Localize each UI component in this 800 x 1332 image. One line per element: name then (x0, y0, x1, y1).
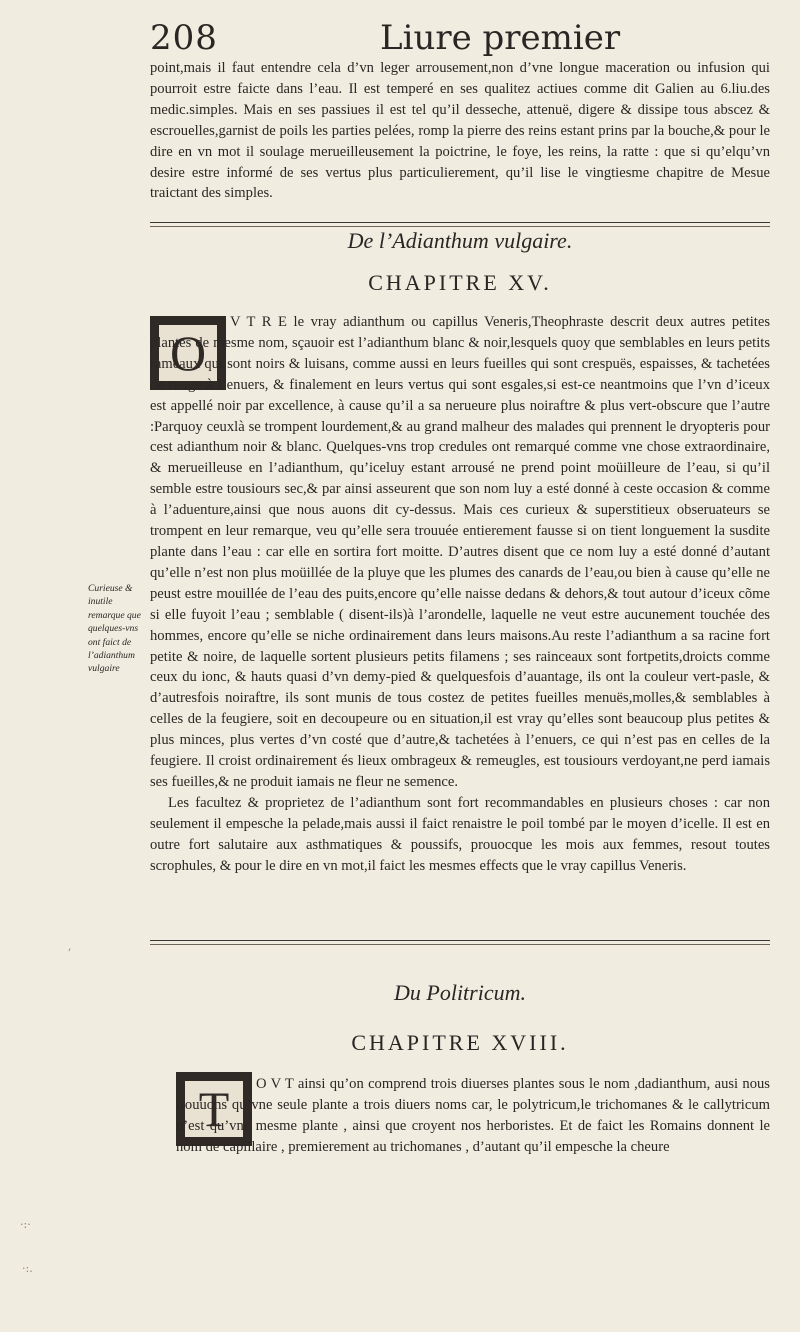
chapter-xviii-body (176, 1074, 770, 1158)
opening-paragraph-block (150, 58, 770, 204)
section-title-politricum: Du Politricum. (394, 980, 526, 1005)
dropcap-letter: O (169, 325, 207, 381)
section-divider-1-thin (150, 226, 770, 227)
section-divider-2-thin (150, 944, 770, 945)
dropcap-letter: T (198, 1081, 230, 1137)
paragraph-4: O V T ainsi qu’on comprend trois diuerses plantes sous le nom ,dadianthum, ausi nous trouuons qu’vne seule plante a trois diuers noms car, le polytricum,le trichomanes & le callytricum n’est qu’vne mesme plante , ainsi que croyent nos herboristes. Et de faict les Romains donnent le nom de capillaire , premierement au trichomanes , d’autant qu’il empesche la cheure (176, 1076, 770, 1155)
section-title-adianthum: De l’Adianthum vulgaire. (347, 228, 573, 253)
paragraph-2: V T R E le vray adianthum ou capillus Veneris,Theophraste descrit deux autres petites plantes de mesme nom, sçauoir est l’adianthum blanc & noir,lesquels quoy que semblables en leurs petits rameaux qui sont noirs & luisans, comme aussi en leurs fueilles qui sont crespuës, espaisses, & tachetées de rouge à l’enuers, & finalement en leurs vertus qui sont esgales,si est-ce neantmoins que l’vn d’iceux est appellé noir par excellence, à cause qu’il a sa nerueure plus noiraftre & plus vert-obscure que l’autre :Parquoy ceuxlà se trompent lourdement,& au grand malheur des malades qui prennent le dryopteris pour cest adianthum noir & blanc. Quelques-vns trop credules ont remarqué comme vne chose extraordinaire, & merueilleuse en l’adianthum, qu’iceluy estant arrousé ne prend point moüilleure de l’eau, si qu’il semble estre tousiours sec,& par ainsi asseurent que son nom luy a esté donné à ceste occasion & comme à l’aduenture,ainsi que nous auons dit cy-dessus. Mais ces curieux & superstitieux obseruateurs se trompent en leur remarque, veu qu’elle sera trouuée entierement fausse si on tient longuement la susdite plante dans l’eau : car elle en sortira fort moitte. D’autres disent que ce nom luy a esté donné d’autant qu’elle n’est non plus moüillée de la pluye que les plumes des canards de l’eau,ou bien à cause qu’elle ne peust estre mouillée de l’eau des puits,encore qu’elle naisse dedans & dehors,& tout autour d’iceux cõme si elle fuyoit l’eau ; semblable ( disent-ils)à l’arondelle, laquelle ne veut estre aucunement touchée des hommes, encore qu’elle se niche ordinairement dans leurs maisons.Au reste l’adianthum a sa racine fort petite & noire, de laquelle sortent plusieurs petits filamens ; ses rainceaux sont fortpetits,droicts comme ceux du ionc, & hauts quasi d’vn demy-pied & quelquesfois d’auantage, ils ont la couleur vert-pasle, & d’autresfois noiraftre, ils sont munis de tous costez de petites fueilles menuës,molles,& semblables à celles de la feugiere, soit en decoupeure ou en situation,il est vray qu’elles sont beaucoup plus petites & plus minces, plus vertes d’vn costé que d’autre,& tachetées à l’enuers, ce qui n’est pas en celles de la feugiere. Il croist ordinairement és lieux ombrageux & remeugles, est tousiours verdoyant,ne perd iamais ses fueilles,& ne produit iamais ne fleur ne semence. (150, 314, 770, 790)
section-divider-1 (150, 222, 770, 223)
book-title: Liure premier (380, 18, 621, 58)
stray-mark: ·:· (20, 1218, 31, 1231)
chapter-xv-body (150, 312, 770, 876)
chapter-title-xviii: CHAPITRE XVIII. (351, 1030, 569, 1055)
paragraph-3: Les facultez & proprietez de l’adianthum sont fort recommandables en plusieurs choses : car non seulement il empesche la pelade,mais aussi il faict renaistre le poil tombé par le moyen d’icelle. Il est en outre fort salutaire aux asthmatiques & poussifs, prouocque les mois aux femmes, resout toutes scrophules, & pour le dire en vn mot,il faict les mesmes effects que le vray capillus Veneris. (150, 794, 770, 874)
stray-mark: ·:. (22, 1262, 33, 1275)
stray-mark: , (68, 940, 72, 953)
page-number: 208 (150, 18, 218, 58)
section-divider-2 (150, 940, 770, 941)
running-head (150, 14, 770, 60)
chapter-title-xv: CHAPITRE XV. (368, 270, 552, 295)
margin-note: Curieuse & inutile remarque que quelques-vns ont faict de l’adianthum vulgaire (88, 583, 141, 675)
paragraph-1: point,mais il faut entendre cela d’vn leger arrousement,non d’vne longue maceration ou infusion qui pourroit estre faicte dans l’eau. Il est temperé en ses qualitez actiues comme dit Galien au 6.liu.des medic.simples. Mais en ses passiues il est tel qu’il desseche, attenuë, digere & dissipe tous abscez & escrouelles,garnist de poils les parties pelées, romp la pierre des reins estant prins par la bouche,& pour le dire en vn mot il soulage merueilleusement la poictrine, le foye, les reins, la ratte : que si qu’elqu’vn desire estre informé de ses vertus plus particulierement, qu’il lise le vingtiesme chapitre de Mesue traictant des simples. (150, 60, 770, 202)
